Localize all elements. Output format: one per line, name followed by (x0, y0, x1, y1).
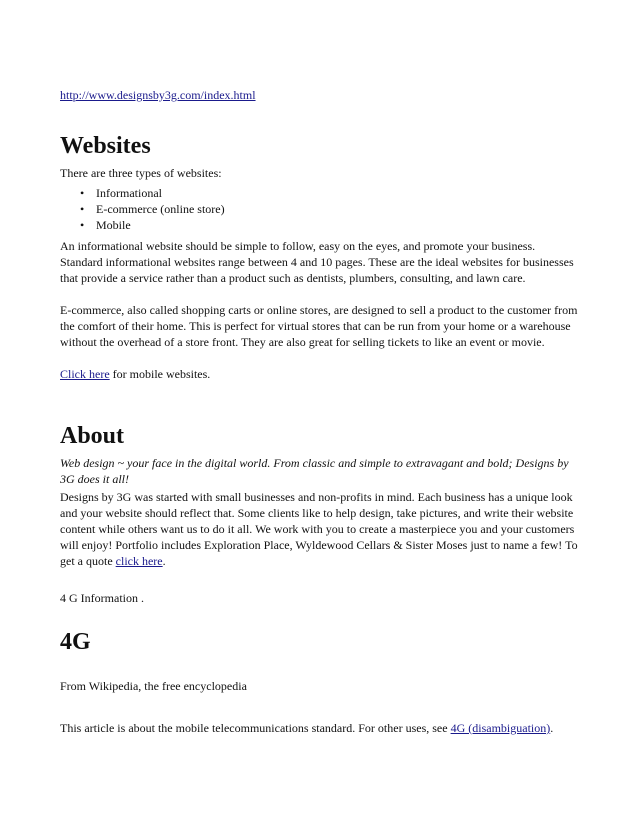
disambiguation-link[interactable]: 4G (disambiguation) (450, 721, 551, 735)
about-body-suffix: . (162, 554, 166, 568)
ecommerce-paragraph: E-commerce, also called shopping carts or online stores, are designed to sell a product to the customer from the comfort of their home. This is perfect for virtual stores that can be run from your home or a warehouse without the overhead of a store front. They are also great for selling tickets to like an event or movie. (60, 303, 578, 349)
websites-heading: Websites (60, 133, 151, 159)
about-body (60, 489, 580, 569)
list-item: • E-commerce (online store) (80, 201, 225, 217)
list-item: • Mobile (80, 217, 225, 233)
about-tagline: Web design ~ your face in the digital world. From classic and simple to extravagant and bold; Designs by 3G does it all! (60, 456, 569, 486)
about-heading: About (60, 423, 125, 449)
wikipedia-source: From Wikipedia, the free encyclopedia (60, 679, 247, 693)
top-url-link[interactable]: http://www.designsby3g.com/index.html (60, 88, 256, 102)
websites-intro: There are three types of websites: (60, 166, 222, 180)
quote-link[interactable]: click here (115, 554, 163, 568)
disambiguation-note (60, 720, 590, 736)
fourg-heading: 4G (60, 629, 91, 655)
mobile-line (60, 366, 580, 382)
info-line: 4 G Information . (60, 591, 144, 605)
website-types-list (80, 185, 225, 233)
mobile-line-suffix: for mobile websites. (109, 367, 211, 381)
informational-paragraph: An informational website should be simple to follow, easy on the eyes, and promote your business. Standard informational websites range between 4 and 10 pages. These are the ideal websites for businesses that provide a service rather than a product such as dentists, plumbers, consulting, and lawn care. (60, 239, 574, 285)
list-item: • Informational (80, 185, 225, 201)
note-prefix: This article is about the mobile telecommunications standard. For other uses, see (60, 721, 451, 735)
note-suffix: . (550, 721, 554, 735)
about-body-text: Designs by 3G was started with small businesses and non-profits in mind. Each business has a unique look and your website should reflect that. Some clients like to help design, take pictures, and write their website content while others want us to do it all. We work with you to create a masterpiece you and your customers will enjoy! Portfolio includes Exploration Place, Wyldewood Cellars & Sister Moses just to name a few! To get a quote (60, 490, 578, 568)
mobile-websites-link[interactable]: Click here (60, 367, 110, 381)
